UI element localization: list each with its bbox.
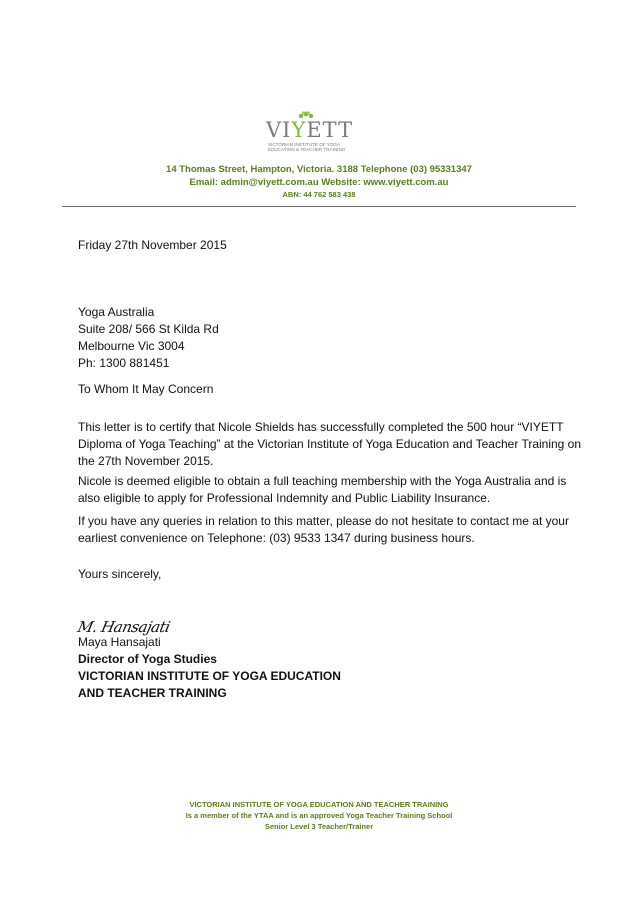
recipient-line: Suite 208/ 566 St Kilda Rd [78, 322, 219, 336]
letterhead-address: 14 Thomas Street, Hampton, Victoria. 3188 Telephone (03) 95331347 [166, 164, 472, 175]
paragraph-queries [78, 513, 569, 547]
signer-title: Director of Yoga Studies [78, 652, 217, 666]
org-name-line2: AND TEACHER TRAINING [78, 686, 227, 700]
paragraph-line: also eligible to apply for Professional Indemnity and Public Liability Insurance. [78, 491, 491, 505]
salutation: To Whom It May Concern [78, 382, 214, 396]
org-name-line1: VICTORIAN INSTITUTE OF YOGA EDUCATION [78, 669, 341, 683]
header-divider [62, 206, 576, 207]
recipient-line: Melbourne Vic 3004 [78, 339, 185, 353]
recipient-line: Yoga Australia [78, 305, 155, 319]
letter-date: Friday 27th November 2015 [78, 238, 227, 252]
paragraph-line: earliest convenience on Telephone: (03) 9533 1347 during business hours. [78, 531, 475, 545]
closing: Yours sincerely, [78, 567, 162, 581]
handwritten-signature: M. Hansajati [76, 618, 172, 636]
paragraph-line: If you have any queries in relation to this matter, please do not hesitate to contact me at your [78, 514, 569, 528]
letterhead-contact: Email: admin@viyett.com.au Website: www.viyett.com.au [189, 177, 449, 188]
paragraph-line: Nicole is deemed eligible to obtain a full teaching membership with the Yoga Australia and is [78, 474, 567, 488]
letterhead-abn: ABN: 44 762 583 438 [282, 190, 356, 199]
paragraph-line: the 27th November 2015. [78, 454, 214, 468]
logo-subtitle: VICTORIAN INSTITUTE OF YOGA EDUCATION & TEACHER TRAINING [268, 142, 346, 152]
paragraph-line: Diploma of Yoga Teaching” at the Victorian Institute of Yoga Education and Teacher Training on [78, 437, 582, 451]
recipient-block [78, 304, 219, 372]
signer-name: Maya Hansajati [78, 635, 161, 649]
footer-line2: Is a member of the YTAA and is an approved Yoga Teacher Training School [185, 811, 453, 820]
footer-line3: Senior Level 3 Teacher/Trainer [264, 822, 374, 831]
recipient-line: Ph: 1300 881451 [78, 356, 170, 370]
paragraph-line: This letter is to certify that Nicole Shields has successfully completed the 500 hour “VIYETT [78, 420, 564, 434]
paragraph-certification [78, 419, 581, 470]
viyett-logo [262, 118, 382, 152]
paragraph-eligibility [78, 473, 566, 507]
footer-line1: VICTORIAN INSTITUTE OF YOGA EDUCATION AND TEACHER TRAINING [189, 800, 449, 809]
logo-wordmark: VIYETT [266, 118, 354, 142]
